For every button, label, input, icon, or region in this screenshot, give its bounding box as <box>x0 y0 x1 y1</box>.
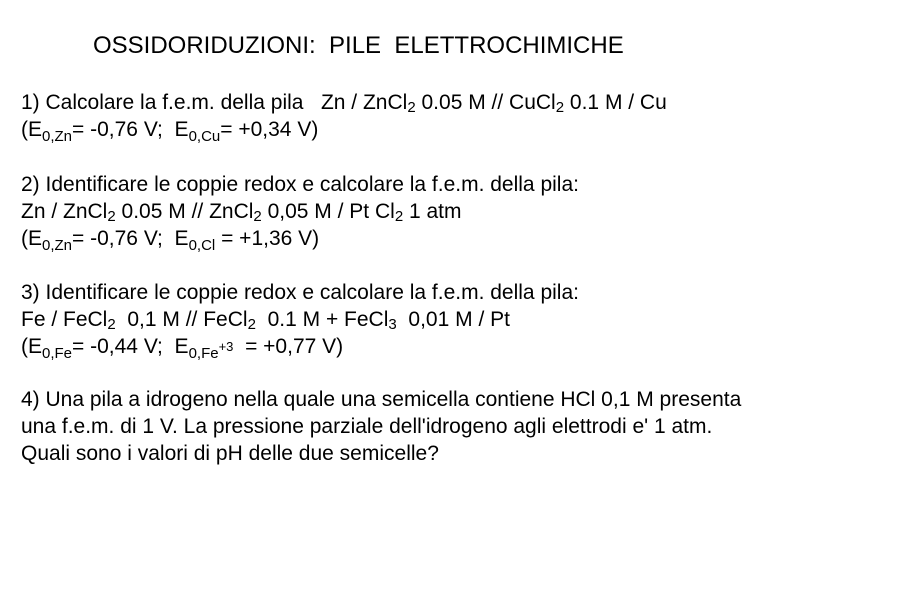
exercise-2-statement: 2) Identificare le coppie redox e calcolare la f.e.m. della pila: <box>21 173 579 196</box>
exercise-2 <box>21 171 579 252</box>
exercise-3 <box>21 279 579 360</box>
exercise-2-cell: Zn / ZnCl2 0.05 M // ZnCl2 0,05 M / Pt Cl2 1 atm <box>21 200 462 225</box>
exercise-3-cell: Fe / FeCl2 0,1 M // FeCl2 0.1 M + FeCl3 0,01 M / Pt <box>21 308 510 333</box>
exercise-4-line-2: una f.e.m. di 1 V. La pressione parziale dell'idrogeno agli elettrodi e' 1 atm. <box>21 415 713 438</box>
exercise-2-potentials: ($E_{0,Zn}= -0,76$ V; $E_{0,Cl} = +1,36$ V) <box>21 227 320 254</box>
exercise-4 <box>21 386 741 467</box>
exercise-3-statement: 3) Identificare le coppie redox e calcolare la f.e.m. della pila: <box>21 281 579 304</box>
page-title: OSSIDORIDUZIONI: PILE ELETTROCHIMICHE <box>93 32 624 59</box>
exercise-4-line-1: 4) Una pila a idrogeno nella quale una semicella contiene HCl 0,1 M presenta <box>21 388 742 411</box>
exercise-1-statement: 1) Calcolare la f.e.m. della pila Zn / ZnCl2 0.05 M // CuCl2 0.1 M / Cu <box>21 91 667 116</box>
exercise-1 <box>21 89 667 143</box>
exercise-3-potentials: ($E_{0,Fe}= -0,44$ V; $E_{0,Fe}+3 = +0,77$ V) <box>21 335 344 362</box>
exercise-4-line-3: Quali sono i valori di pH delle due semicelle? <box>21 442 439 465</box>
exercise-1-potentials: ($E_{0,Zn}= -0,76$ V; $E_{0,Cu}= +0,34$ V) <box>21 118 319 145</box>
